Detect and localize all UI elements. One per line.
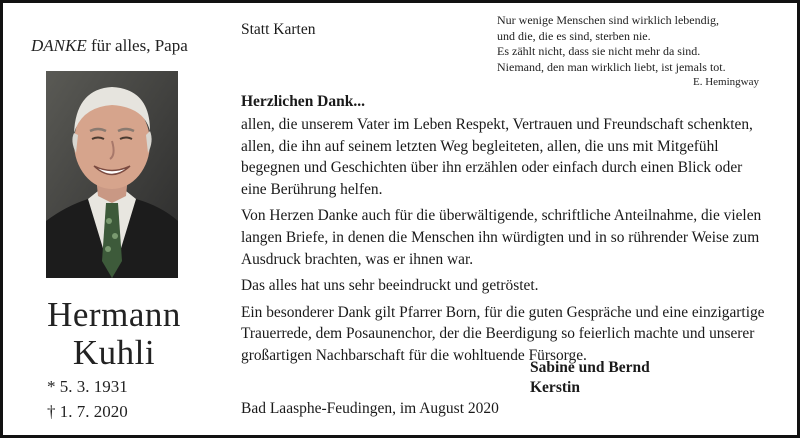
paragraph: Ein besonderer Dank gilt Pfarrer Born, für die guten Gespräche und eine einzigartige Trauerrede, dem Posaunenchor, der die Beerdigung so feierlich machte und unserer großartigen Nachbarschaft für die wohltuende Fürsorge. [241,303,765,364]
paragraph: allen, die unserem Vater im Leben Respekt, Vertrauen und Freundschaft schenkten, allen, die ihn auf seinem letzten Weg begleiteten, allen, die uns mit Mitgefühl begegnen und Geschichten über ihn erzählen oder einfach durch einen Blick oder eine Berührung helfen. [241,116,753,198]
dank-word: DANKE [31,36,87,55]
death-date: † 1. 7. 2020 [47,402,128,421]
birth-date: * 5. 3. 1931 [47,377,128,396]
paragraph: Von Herzen Danke auch für die überwältigende, schriftliche Anteilnahme, die vielen langen Briefe, in denen die Menschen ihn würdigten und in so rührender Weise zum Ausdruck brachten, was er ihnen war. [241,207,762,268]
thanks-body [241,114,771,372]
quote-line: und die, die es sind, sterben nie. [497,28,651,43]
right-column [241,3,781,435]
signature-line: Kerstin [530,379,580,396]
dank-rest: für alles, Papa [86,36,188,55]
first-name: Hermann [47,295,181,334]
signature-line: Sabine und Bernd [530,359,650,376]
last-name: Kuhli [72,333,156,372]
place-date: Bad Laasphe-Feudingen, im August 2020 [241,400,499,417]
portrait-photo [46,71,178,278]
signature [530,358,650,398]
thanks-heading: Herzlichen Dank... [241,93,365,110]
dank-line [31,36,188,56]
quote-line: Es zählt nicht, dass sie nicht mehr da sind. [497,44,701,58]
quote-line: Niemand, den man wirklich liebt, ist jemals tot. [497,59,726,74]
portrait-illustration [46,71,178,278]
left-column [3,3,225,435]
paragraph: Das alles hat uns sehr beeindruckt und getröstet. [241,277,539,295]
quote-line: Nur wenige Menschen sind wirklich lebendig, [497,13,719,27]
hemingway-quote [497,13,759,91]
quote-author: E. Hemingway [693,76,759,88]
statt-karten: Statt Karten [241,21,316,38]
